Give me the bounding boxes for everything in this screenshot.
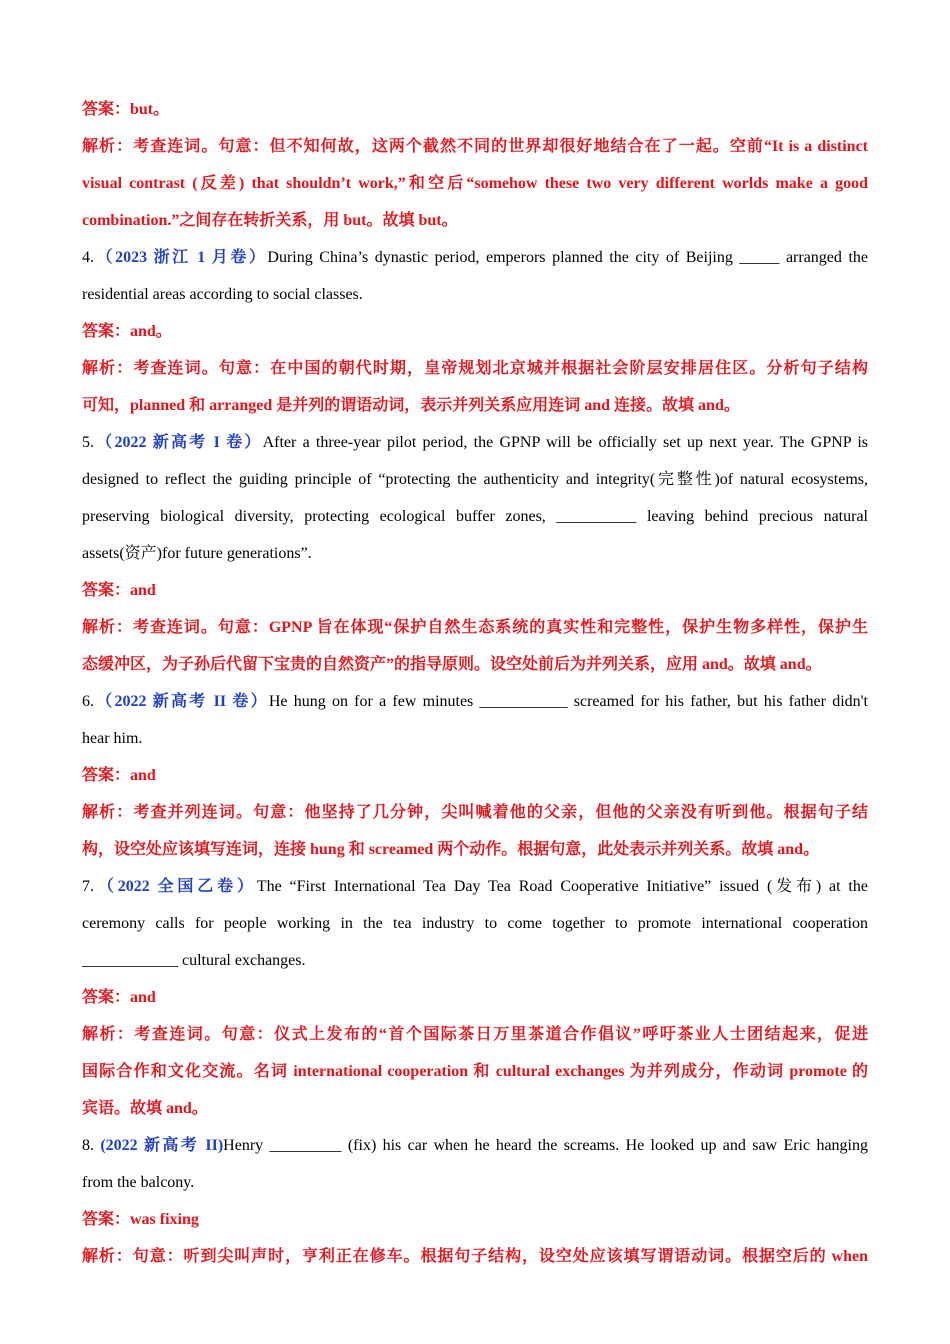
analysis-q7-line-3: 宾语。故填 and。 — [82, 1100, 208, 1117]
answer-q7: 答案：and — [82, 989, 156, 1006]
analysis-q5-line-1: 解析：考查连词。句意：GPNP 旨在体现“保护自然生态系统的真实性和完整性，保护生物多样性，保护生 — [82, 619, 868, 636]
question-4-number: 4. — [82, 249, 94, 266]
question-4-stem-1: During China’s dynastic period, emperors planned the city of Beijing _____ arranged the — [267, 249, 868, 266]
question-8-number: 8. — [82, 1137, 94, 1154]
question-5-source: （2022 新高考 I 卷） — [94, 434, 263, 451]
analysis-q4-line-1: 解析：考查连词。句意：在中国的朝代时期，皇帝规划北京城并根据社会阶层安排居住区。分析句子结构 — [82, 360, 868, 377]
answer-q5: 答案：and — [82, 582, 156, 599]
question-5-stem-3: preserving biological diversity, protecting ecological buffer zones, __________ leaving behind precious natural — [82, 508, 868, 525]
analysis-q5-line-2: 态缓冲区，为子孙后代留下宝贵的自然资产”的指导原则。设空处前后为并列关系，应用 and。故填 and。 — [82, 656, 822, 673]
question-4-line-1 — [82, 240, 868, 277]
question-8-line-1 — [82, 1128, 868, 1165]
analysis-q7-line-1: 解析：考查连词。句意：仪式上发布的“首个国际茶日万里茶道合作倡议”呼吁茶业人士团结起来，促进 — [82, 1026, 868, 1043]
question-8-stem-1: Henry _________ (fix) his car when he heard the screams. He looked up and saw Eric hanging — [223, 1137, 868, 1154]
document-content — [82, 92, 868, 1276]
question-5-number: 5. — [82, 434, 94, 451]
analysis-q6-line-2: 构，设空处应该填写连词，连接 hung 和 screamed 两个动作。根据句意，此处表示并列关系。故填 and。 — [82, 841, 820, 858]
answer-q8: 答案：was fixing — [82, 1211, 199, 1228]
question-8-stem-2: from the balcony. — [82, 1174, 195, 1191]
question-7-source: （2022 全国乙卷） — [94, 878, 257, 895]
question-5-stem-4: assets(资产)for future generations”. — [82, 545, 312, 562]
question-7-stem-1: The “First International Tea Day Tea Road Cooperative Initiative” issued (发布) at the — [256, 878, 868, 895]
question-6-number: 6. — [82, 693, 94, 710]
analysis-q6-line-1: 解析：考查并列连词。句意：他坚持了几分钟，尖叫喊着他的父亲，但他的父亲没有听到他。根据句子结 — [82, 804, 868, 821]
answer-q4: 答案：and。 — [82, 323, 172, 340]
analysis-q3-line-2: visual contrast (反差) that shouldn’t work,”和空后“somehow these two very different worlds make a good — [82, 175, 868, 192]
question-7-stem-2: ceremony calls for people working in the tea industry to come together to promote international cooperation — [82, 915, 868, 932]
question-6-line-1 — [82, 684, 868, 721]
analysis-q3-line-3: combination.”之间存在转折关系，用 but。故填 but。 — [82, 212, 458, 229]
question-6-source: （2022 新高考 II 卷） — [94, 693, 269, 710]
question-8-source: (2022 新高考 II) — [100, 1137, 224, 1154]
question-7-stem-3: ____________ cultural exchanges. — [82, 952, 306, 969]
question-5-stem-2: designed to reflect the guiding principle of “protecting the authenticity and integrity(完整性)of natural ecosystems, — [82, 471, 868, 488]
analysis-q7-line-2: 国际合作和文化交流。名词 international cooperation 和 cultural exchanges 为并列成分，作动词 promote 的 — [82, 1063, 868, 1080]
question-5-stem-1: After a three-year pilot period, the GPNP will be officially set up next year. The GPNP is — [262, 434, 868, 451]
analysis-q8-line-1: 解析：句意：听到尖叫声时，亨利正在修车。根据句子结构，设空处应该填写谓语动词。根据空后的 when — [82, 1248, 868, 1265]
answer-q6: 答案：and — [82, 767, 156, 784]
analysis-q3-line-1: 解析：考查连词。句意：但不知何故，这两个截然不同的世界却很好地结合在了一起。空前“It is a distinct — [82, 138, 868, 155]
question-7-number: 7. — [82, 878, 94, 895]
analysis-q4-line-2: 可知，planned 和 arranged 是并列的谓语动词，表示并列关系应用连词 and 连接。故填 and。 — [82, 397, 740, 414]
question-4-stem-2: residential areas according to social classes. — [82, 286, 363, 303]
question-6-stem-2: hear him. — [82, 730, 143, 747]
question-5-line-1 — [82, 425, 868, 462]
question-7-line-1 — [82, 869, 868, 906]
question-6-stem-1: He hung on for a few minutes ___________ screamed for his father, but his father didn't — [268, 693, 868, 710]
question-4-source: （2023 浙江 1 月卷） — [94, 249, 268, 266]
answer-q3: 答案：but。 — [82, 101, 170, 118]
